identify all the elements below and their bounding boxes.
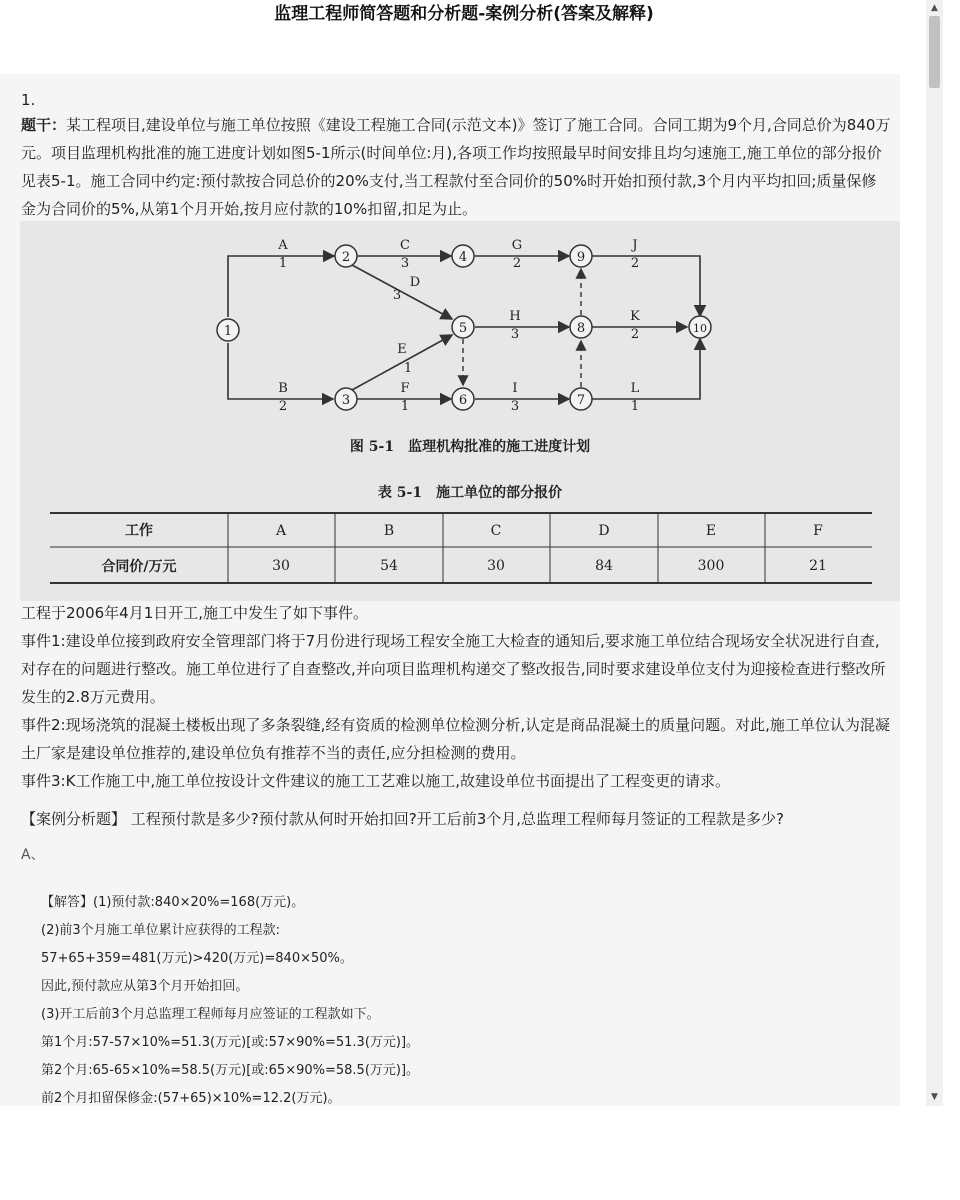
activity-name: I (512, 381, 518, 396)
activity-duration: 3 (510, 399, 520, 414)
activity-name: C (400, 238, 410, 253)
table-header-cell: 工作 (125, 523, 153, 539)
activity-duration: 2 (630, 327, 640, 342)
activity-duration: 1 (403, 361, 413, 376)
activity-name: D (409, 275, 421, 290)
activity-name: E (397, 342, 407, 357)
activity-name: L (630, 381, 640, 396)
table-value-cell: 21 (809, 558, 827, 574)
content-panel (0, 74, 900, 1106)
network-caption: 图 5-1 监理机构批准的施工进度计划 (349, 439, 591, 455)
activity-name: G (511, 238, 523, 253)
event-2: 事件2:现场浇筑的混凝土楼板出现了多条裂缝,经有资质的检测单位检测分析,认定是商品混凝土的质量问题。对此,施工单位认为混凝土厂家是建设单位推荐的,建设单位负有推荐不当的责任,应分担检测的费用。 (21, 716, 890, 762)
event-3: 事件3:K工作施工中,施工单位按设计文件建议的施工工艺难以施工,故建设单位书面提出了工程变更的请求。 (21, 772, 730, 790)
table-header-cell: F (813, 523, 823, 539)
activity-duration: 3 (510, 327, 520, 342)
activity-name: H (509, 309, 521, 324)
sub-question-label: 【案例分析题】 (21, 810, 127, 828)
stem-label: 题干： (21, 116, 67, 134)
table-row-label: 合同价/万元 (101, 559, 177, 575)
network-node-label: 6 (458, 393, 468, 408)
network-node-label: 8 (576, 321, 586, 336)
activity-name: K (630, 309, 640, 324)
activity-duration: 1 (630, 399, 640, 414)
page-title: 监理工程师简答题和分析题-案例分析(答案及解释) (274, 4, 654, 24)
scroll-thumb[interactable] (929, 16, 940, 88)
vertical-scrollbar[interactable] (926, 0, 943, 1106)
table-header-cell: A (275, 523, 287, 539)
network-node-label: 5 (458, 321, 468, 336)
activity-duration: 3 (400, 256, 410, 271)
table-value-cell: 54 (380, 558, 398, 574)
question-number: 1. (21, 91, 36, 109)
activity-name: A (278, 238, 288, 253)
activity-duration: 3 (392, 288, 402, 303)
answer-line: 第1个月:57-57×10%=51.3(万元)[或:57×90%=51.3(万元)]。 (41, 1035, 420, 1050)
answer-block (41, 889, 881, 1106)
answer-line: 因此,预付款应从第3个月开始扣回。 (41, 979, 249, 994)
answer-line: 57+65+359=481(万元)>420(万元)=840×50%。 (41, 951, 353, 966)
table-header-cell: E (705, 523, 717, 539)
sub-question-text: 工程预付款是多少?预付款从何时开始扣回?开工后前3个月,总监理工程师每月签证的工程款是多少? (126, 810, 784, 828)
network-node-label: 7 (576, 393, 586, 408)
table-value-cell: 30 (487, 558, 505, 574)
network-node-label: 2 (341, 250, 351, 265)
network-node-label: 1 (223, 324, 233, 339)
table-header-cell: B (383, 523, 395, 539)
answer-line: 【解答】(1)预付款:840×20%=168(万元)。 (41, 895, 305, 910)
table-caption: 表 5-1 施工单位的部分报价 (377, 485, 563, 501)
table-value-cell: 84 (595, 558, 613, 574)
events-intro: 工程于2006年4月1日开工,施工中发生了如下事件。 (21, 604, 369, 622)
table-header-cell: C (490, 523, 502, 539)
network-node-label: 3 (341, 393, 351, 408)
table-value-cell: 30 (272, 558, 290, 574)
network-node-label: 10 (693, 322, 707, 335)
activity-name: F (400, 381, 410, 396)
activity-name: J (632, 238, 638, 253)
activity-duration: 2 (512, 256, 522, 271)
activity-duration: 1 (400, 399, 410, 414)
answer-line: 第2个月:65-65×10%=58.5(万元)[或:65×90%=58.5(万元)]。 (41, 1063, 420, 1078)
network-node-label: 4 (458, 250, 468, 265)
question-stem (21, 111, 891, 223)
figure-image (20, 221, 900, 601)
table-value-cell: 300 (697, 558, 725, 574)
sub-question (21, 806, 891, 832)
table-header-cell: D (598, 523, 610, 539)
activity-duration: 1 (278, 256, 288, 271)
events-section (21, 599, 891, 795)
scroll-down-icon[interactable]: ▼ (931, 1092, 938, 1102)
answer-line: 前2个月扣留保修金:(57+65)×10%=12.2(万元)。 (41, 1091, 341, 1106)
stem-text: 某工程项目,建设单位与施工单位按照《建设工程施工合同(示范文本)》签订了施工合同。合同工期为9个月,合同总价为840万元。项目监理机构批准的施工进度计划如图5-1所示(时间单位:月),各项工作均按照最早时间安排且均匀速施工,施工单位的部分报价见表5-1。施工合同中约定:预付款按合同总价的20%支付,当工程款付至合同价的50%时开始扣预付款,3个月内平均扣回;质量保修金为合同价的5%,从第1个月开始,按月应付款的10%扣留,扣足为止。 (21, 116, 891, 218)
activity-duration: 2 (278, 399, 288, 414)
option-a[interactable]: A、 (21, 847, 45, 863)
network-node-label: 9 (576, 250, 586, 265)
answer-line: (3)开工后前3个月总监理工程师每月应签证的工程款如下。 (41, 1007, 380, 1022)
scroll-up-icon[interactable]: ▲ (931, 3, 938, 13)
answer-line: (2)前3个月施工单位累计应获得的工程款: (41, 923, 281, 938)
activity-name: B (278, 381, 288, 396)
activity-duration: 2 (630, 256, 640, 271)
event-1: 事件1:建设单位接到政府安全管理部门将于7月份进行现场工程安全施工大检查的通知后,要求施工单位结合现场安全状况进行自查,对存在的问题进行整改。施工单位进行了自查整改,并向项目监理机构递交了整改报告,同时要求建设单位支付为迎接检查进行整改所发生的2.8万元费用。 (21, 632, 886, 706)
